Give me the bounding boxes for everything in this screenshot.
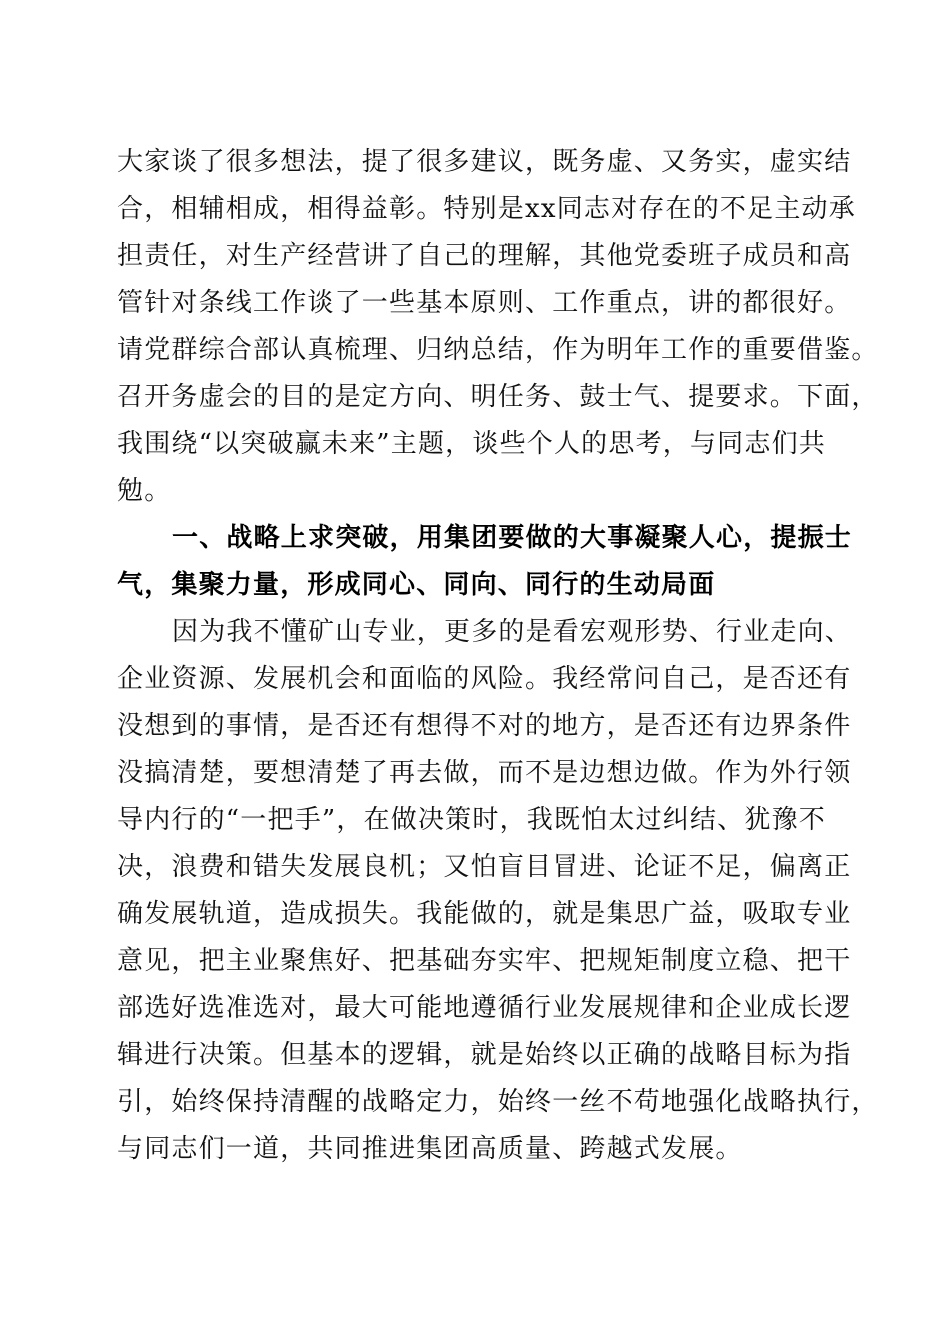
section-heading: 一、战略上求突破，用集团要做的大事凝聚人心，提振士 [172,523,853,553]
paragraph-line: 因为我不懂矿山专业，更多的是看宏观形势、行业走向、 [172,617,853,647]
paragraph-line: 大家谈了很多想法，提了很多建议，既务虚、又务实，虚实结 [117,147,852,177]
paragraph-line: 辑进行决策。但基本的逻辑，就是始终以正确的战略目标为指 [117,1040,852,1070]
paragraph-line: 决，浪费和错失发展良机；又怕盲目冒进、论证不足，偏离正 [117,852,852,882]
paragraph-line: 没想到的事情，是否还有想得不对的地方，是否还有边界条件 [117,711,852,741]
paragraph-line: 合，相辅相成，相得益彰。特别是xx同志对存在的不足主动承 [117,194,856,224]
paragraph-line: 担责任，对生产经营讲了自己的理解，其他党委班子成员和高 [117,241,852,271]
paragraph-line: 勉。 [117,476,172,506]
paragraph-line: 召开务虚会的目的是定方向、明任务、鼓士气、提要求。下面， [117,382,879,412]
section-heading: 气，集聚力量，形成同心、同向、同行的生动局面 [117,570,716,600]
paragraph-line: 确发展轨道，造成损失。我能做的，就是集思广益，吸取专业 [117,899,852,929]
paragraph-line: 导内行的“一把手”，在做决策时，我既怕太过纠结、犹豫不 [117,805,826,835]
paragraph-line: 管针对条线工作谈了一些基本原则、工作重点，讲的都很好。 [117,288,852,318]
paragraph-line: 部选好选准选对，最大可能地遵循行业发展规律和企业成长逻 [117,993,852,1023]
paragraph-line: 企业资源、发展机会和面临的风险。我经常问自己，是否还有 [117,664,852,694]
paragraph-line: 请党群综合部认真梳理、归纳总结，作为明年工作的重要借鉴。 [117,335,879,365]
paragraph-line: 意见，把主业聚焦好、把基础夯实牢、把规矩制度立稳、把干 [117,946,852,976]
paragraph-line: 引，始终保持清醒的战略定力，始终一丝不苟地强化战略执行， [117,1087,879,1117]
paragraph-line: 与同志们一道，共同推进集团高质量、跨越式发展。 [117,1134,743,1164]
paragraph-line: 我围绕“以突破赢未来”主题，谈些个人的思考，与同志们共 [117,429,826,459]
paragraph-line: 没搞清楚，要想清楚了再去做，而不是边想边做。作为外行领 [117,758,852,788]
